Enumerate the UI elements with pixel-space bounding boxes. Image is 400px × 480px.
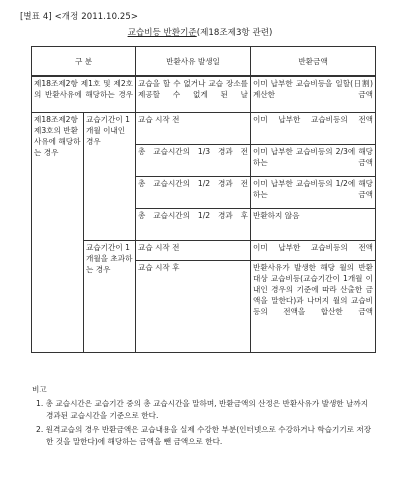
header-amount: 반환금액 <box>251 47 376 77</box>
row1-category: 제18조제2항 제1호 및 제2호의 반환사유에 해당하는 경우 <box>32 76 136 112</box>
over-amount-1: 반환사유가 발생한 해당 월의 반환 대상 교습비등(교습기간이 1개월 이내인 경우의 기준에 따라 산출한 금액을 말한다)과 나머지 월의 교습비등의 전액을 합산한 금액 <box>251 260 376 352</box>
row1-date: 교습을 할 수 없거나 교습 장소를 제공할 수 없게 된 날 <box>136 76 251 112</box>
within-date-2: 총 교습시간의 1/2 경과 전 <box>136 176 251 208</box>
within-month-label: 교습기간이 1개월 이내인 경우 <box>84 112 136 240</box>
table-header-row <box>32 47 376 77</box>
within-amount-2: 이미 납부한 교습비등의 1/2에 해당하는 금액 <box>251 176 376 208</box>
over-date-0: 교습 시작 전 <box>136 240 251 260</box>
table-row <box>32 76 376 112</box>
within-date-3: 총 교습시간의 1/2 경과 후 <box>136 208 251 240</box>
note-item-1: 1. 총 교습시간은 교습기간 중의 총 교습시간을 말하며, 반환금액의 산정은 반환사유가 발생한 날까지 경과된 교습시간을 기준으로 한다. <box>36 399 369 420</box>
within-date-1: 총 교습시간의 1/3 경과 전 <box>136 144 251 176</box>
over-amount-0: 이미 납부한 교습비등의 전액 <box>251 240 376 260</box>
header-category: 구 분 <box>32 47 136 77</box>
table-row <box>32 240 376 260</box>
notes-section <box>32 384 372 448</box>
table-row <box>32 112 376 144</box>
header-date: 반환사유 발생일 <box>136 47 251 77</box>
within-amount-0: 이미 납부한 교습비등의 전액 <box>251 112 376 144</box>
refund-table <box>31 46 376 353</box>
over-date-1: 교습 시작 후 <box>136 260 251 352</box>
document-header <box>20 10 138 22</box>
within-amount-1: 이미 납부한 교습비등의 2/3에 해당하는 금액 <box>251 144 376 176</box>
row1-amount: 이미 납부한 교습비등을 일할(日割) 계산한 금액 <box>251 76 376 112</box>
within-date-0: 교습 시작 전 <box>136 112 251 144</box>
note-item-2: 2. 원격교습의 경우 반환금액은 교습내용을 실제 수강한 부분(인터넷으로 수강하거나 학습기기로 저장한 것을 말한다)에 해당하는 금액을 뺀 금액으로 한다. <box>36 425 372 446</box>
title-ref: (제18조제3항 관련) <box>196 28 273 38</box>
row2-category: 제18조제2항 제3호의 반환 사유에 해당하는 경우 <box>32 112 84 352</box>
document-title <box>0 26 400 38</box>
title-main: 교습비등 반환기준 <box>127 28 197 38</box>
within-amount-3: 반환하지 않음 <box>251 208 376 240</box>
annex-label: [별표 4] <box>20 12 52 22</box>
over-month-label: 교습기간이 1개월을 초과하는 경우 <box>84 240 136 352</box>
revision-note: <개정 2011.10.25> <box>54 12 139 22</box>
notes-label: 비고 <box>32 385 47 394</box>
